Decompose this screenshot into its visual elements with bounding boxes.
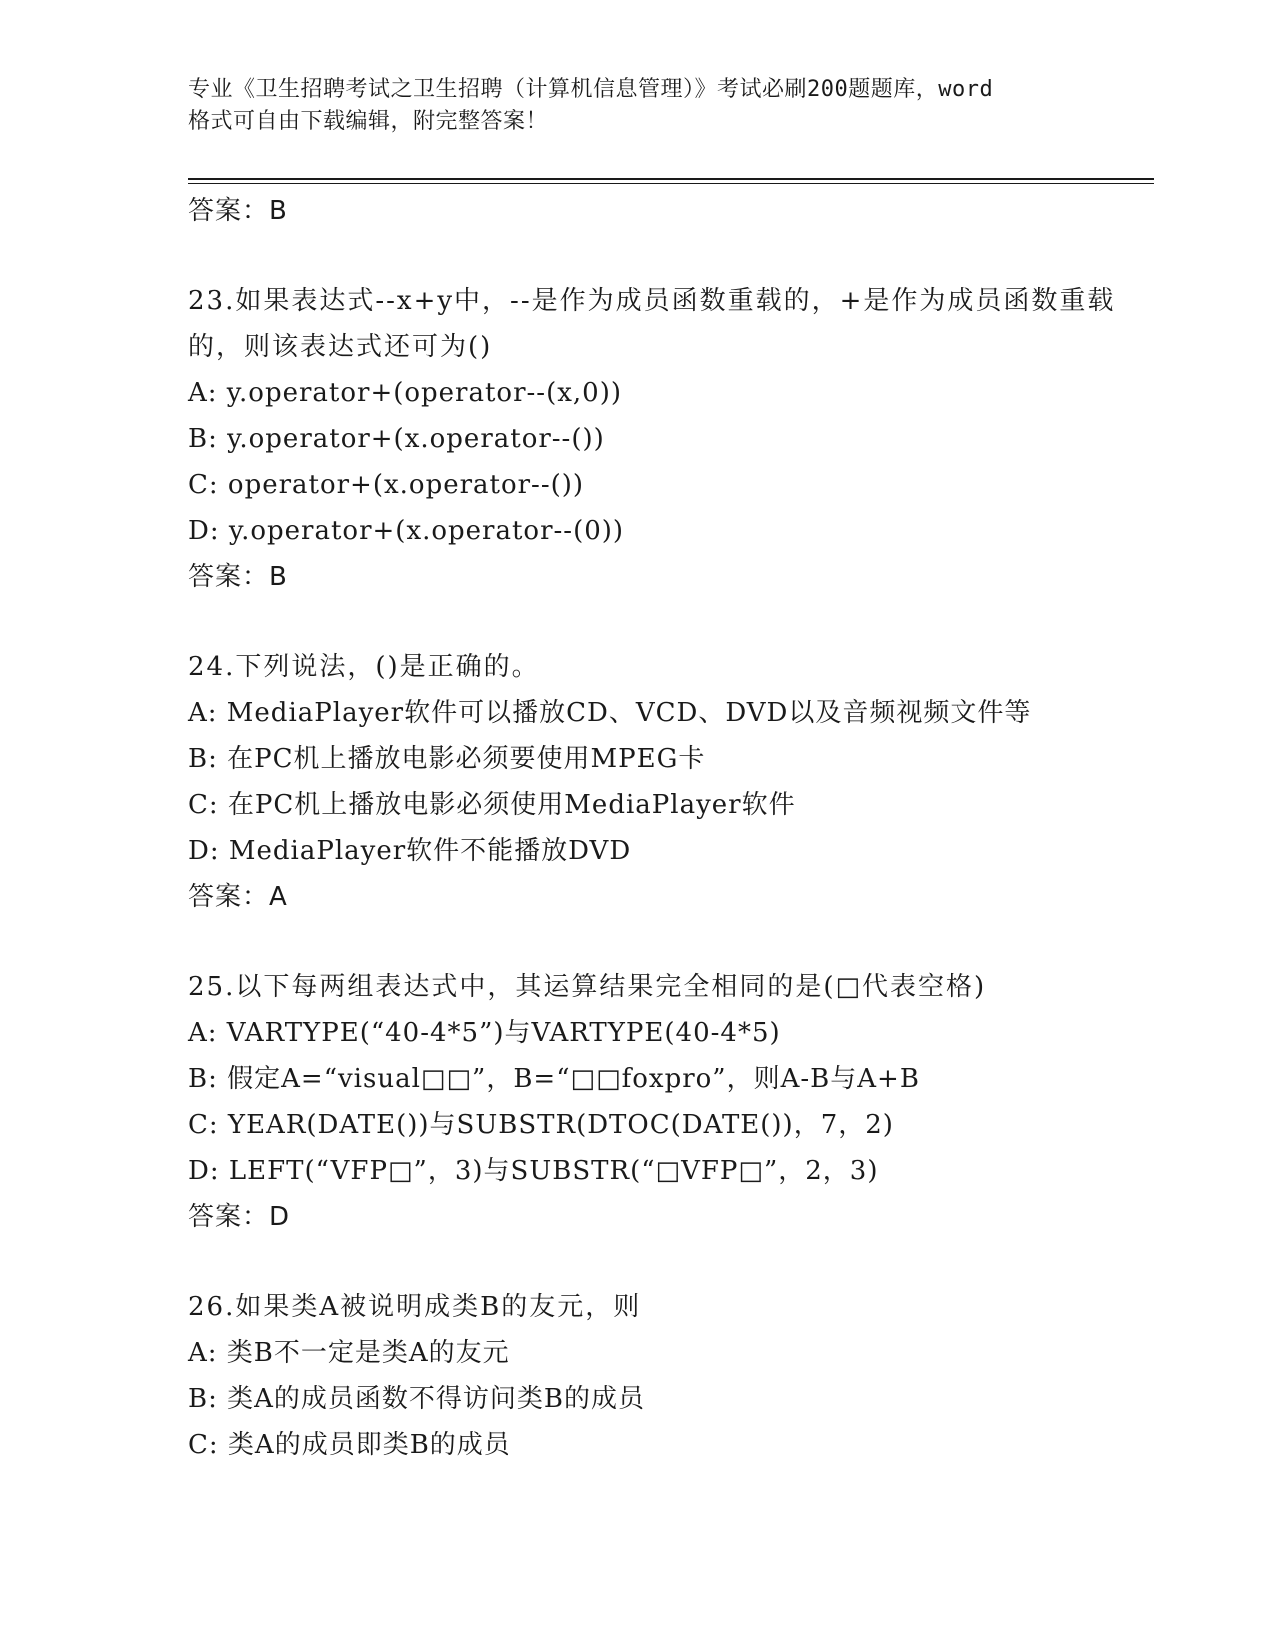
option-d: D: LEFT(“VFP□”，3)与SUBSTR(“□VFP□”，2，3) — [188, 1156, 879, 1186]
question-list — [188, 188, 1154, 1468]
answer-line: 答案：B — [188, 562, 288, 592]
option-b: B: 假定A=“visual□□”，B=“□□foxpro”，则A-B与A+B — [188, 1064, 920, 1094]
option-a: A: y.operator+(operator--(x,0)) — [188, 378, 622, 408]
option-a: A: MediaPlayer软件可以播放CD、VCD、DVD以及音频视频文件等 — [188, 698, 1032, 728]
option-b: B: 在PC机上播放电影必须要使用MPEG卡 — [188, 744, 706, 774]
option-b: B: y.operator+(x.operator--()) — [188, 424, 605, 454]
option-d: D: y.operator+(x.operator--(0)) — [188, 516, 625, 546]
option-b: B: 类A的成员函数不得访问类B的成员 — [188, 1384, 646, 1414]
question-23 — [188, 278, 1154, 600]
spacer — [188, 1240, 1154, 1284]
page-header — [188, 74, 1088, 138]
header-line-1: 专业《卫生招聘考试之卫生招聘（计算机信息管理）》考试必刷200题题库，word — [188, 77, 994, 102]
question-stem: 26.如果类A被说明成类B的友元，则 — [188, 1292, 642, 1322]
option-d: D: MediaPlayer软件不能播放DVD — [188, 836, 632, 866]
option-c: C: operator+(x.operator--()) — [188, 470, 585, 500]
answer-line: 答案：A — [188, 882, 288, 912]
option-c: C: YEAR(DATE())与SUBSTR(DTOC(DATE())，7，2) — [188, 1110, 894, 1140]
spacer — [188, 234, 1154, 278]
question-stem: 25.以下每两组表达式中，其运算结果完全相同的是(□代表空格) — [188, 972, 987, 1002]
question-24 — [188, 644, 1154, 920]
question-25 — [188, 964, 1154, 1240]
spacer — [188, 920, 1154, 964]
question-stem: 24.下列说法，()是正确的。 — [188, 652, 540, 682]
spacer — [188, 600, 1154, 644]
option-a: A: VARTYPE(“40-4*5”)与VARTYPE(40-4*5) — [188, 1018, 781, 1048]
option-a: A: 类B不一定是类A的友元 — [188, 1338, 510, 1368]
header-rule-thick — [188, 178, 1154, 180]
answer-line: 答案：B — [188, 196, 288, 226]
header-line-2: 格式可自由下载编辑，附完整答案！ — [188, 109, 549, 134]
option-c: C: 在PC机上播放电影必须使用MediaPlayer软件 — [188, 790, 796, 820]
question-26 — [188, 1284, 1154, 1468]
header-rule-thin — [188, 183, 1154, 184]
question-stem: 23.如果表达式--x+y中，--是作为成员函数重载的，+是作为成员函数重载的，则该表达式还可为() — [188, 286, 1116, 362]
answer-line: 答案：D — [188, 1202, 291, 1232]
option-c: C: 类A的成员即类B的成员 — [188, 1430, 511, 1460]
